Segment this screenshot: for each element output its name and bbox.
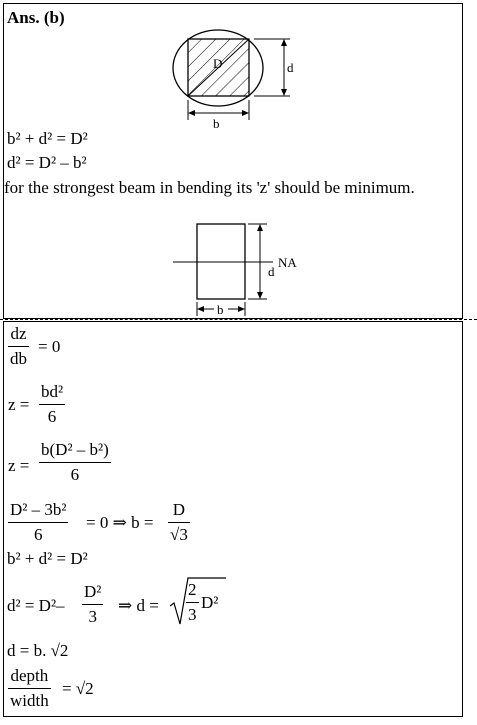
figure2-label-d: d xyxy=(268,264,275,279)
step4-middle: = 0 ⇒ b = xyxy=(86,513,154,532)
step2-denominator: 6 xyxy=(47,407,57,426)
figure1-label-b: b xyxy=(213,116,220,131)
step3-numerator: b(D² – b²) xyxy=(39,440,111,463)
step1-fraction xyxy=(8,324,29,369)
step5-equation: b² + d² = D² xyxy=(7,549,88,568)
step4-fraction-left xyxy=(8,500,68,545)
equation-line-1: b² + d² = D² xyxy=(7,129,88,148)
step8-denominator: width xyxy=(10,691,49,710)
step1-denominator: db xyxy=(10,349,27,368)
step1-numerator: dz xyxy=(8,324,29,347)
step6-denominator: 3 xyxy=(88,607,97,626)
step2-fraction xyxy=(39,382,65,427)
step8-rhs: = √2 xyxy=(62,679,94,698)
step6-radicand-numerator: 2 xyxy=(186,580,199,603)
step6-radicand-denominator: 3 xyxy=(188,605,197,624)
step2-numerator: bd² xyxy=(39,382,65,405)
figure1-label-D: D xyxy=(213,56,223,71)
explanation-text: for the strongest beam in bending its 'z' should be minimum. xyxy=(4,178,415,197)
step7-equation: d = b. √2 xyxy=(7,641,69,660)
step3-lhs: z = xyxy=(8,456,30,475)
equation-line-2: d² = D² – b² xyxy=(7,153,87,172)
step6-radicand-tail: D² xyxy=(201,593,219,612)
step6-numerator: D² xyxy=(82,582,103,605)
step8-numerator: depth xyxy=(8,666,51,689)
step6-middle: ⇒ d = xyxy=(118,596,159,615)
solution-panel-bottom xyxy=(3,321,463,717)
step4-denominator: 6 xyxy=(33,525,43,544)
step2-lhs: z = xyxy=(8,395,30,414)
step4-numerator-right: D xyxy=(168,500,190,523)
step6-fraction xyxy=(82,582,103,627)
inscribed-square-figure xyxy=(170,28,310,128)
step8-fraction xyxy=(8,666,51,711)
figure2-label-b: b xyxy=(217,302,224,317)
step6-lhs: d² = D²– xyxy=(7,596,65,615)
step6-radicand-fraction xyxy=(186,580,199,625)
step3-denominator: 6 xyxy=(70,465,80,484)
step3-fraction xyxy=(39,440,111,485)
step4-numerator: D² – 3b² xyxy=(8,500,68,523)
step4-denominator-right: √3 xyxy=(170,525,188,544)
answer-heading: Ans. (b) xyxy=(7,8,65,27)
step1-rhs: = 0 xyxy=(38,337,61,356)
figure2-label-NA: NA xyxy=(278,255,297,270)
figure1-label-d: d xyxy=(287,60,294,75)
step4-fraction-right xyxy=(168,500,190,545)
